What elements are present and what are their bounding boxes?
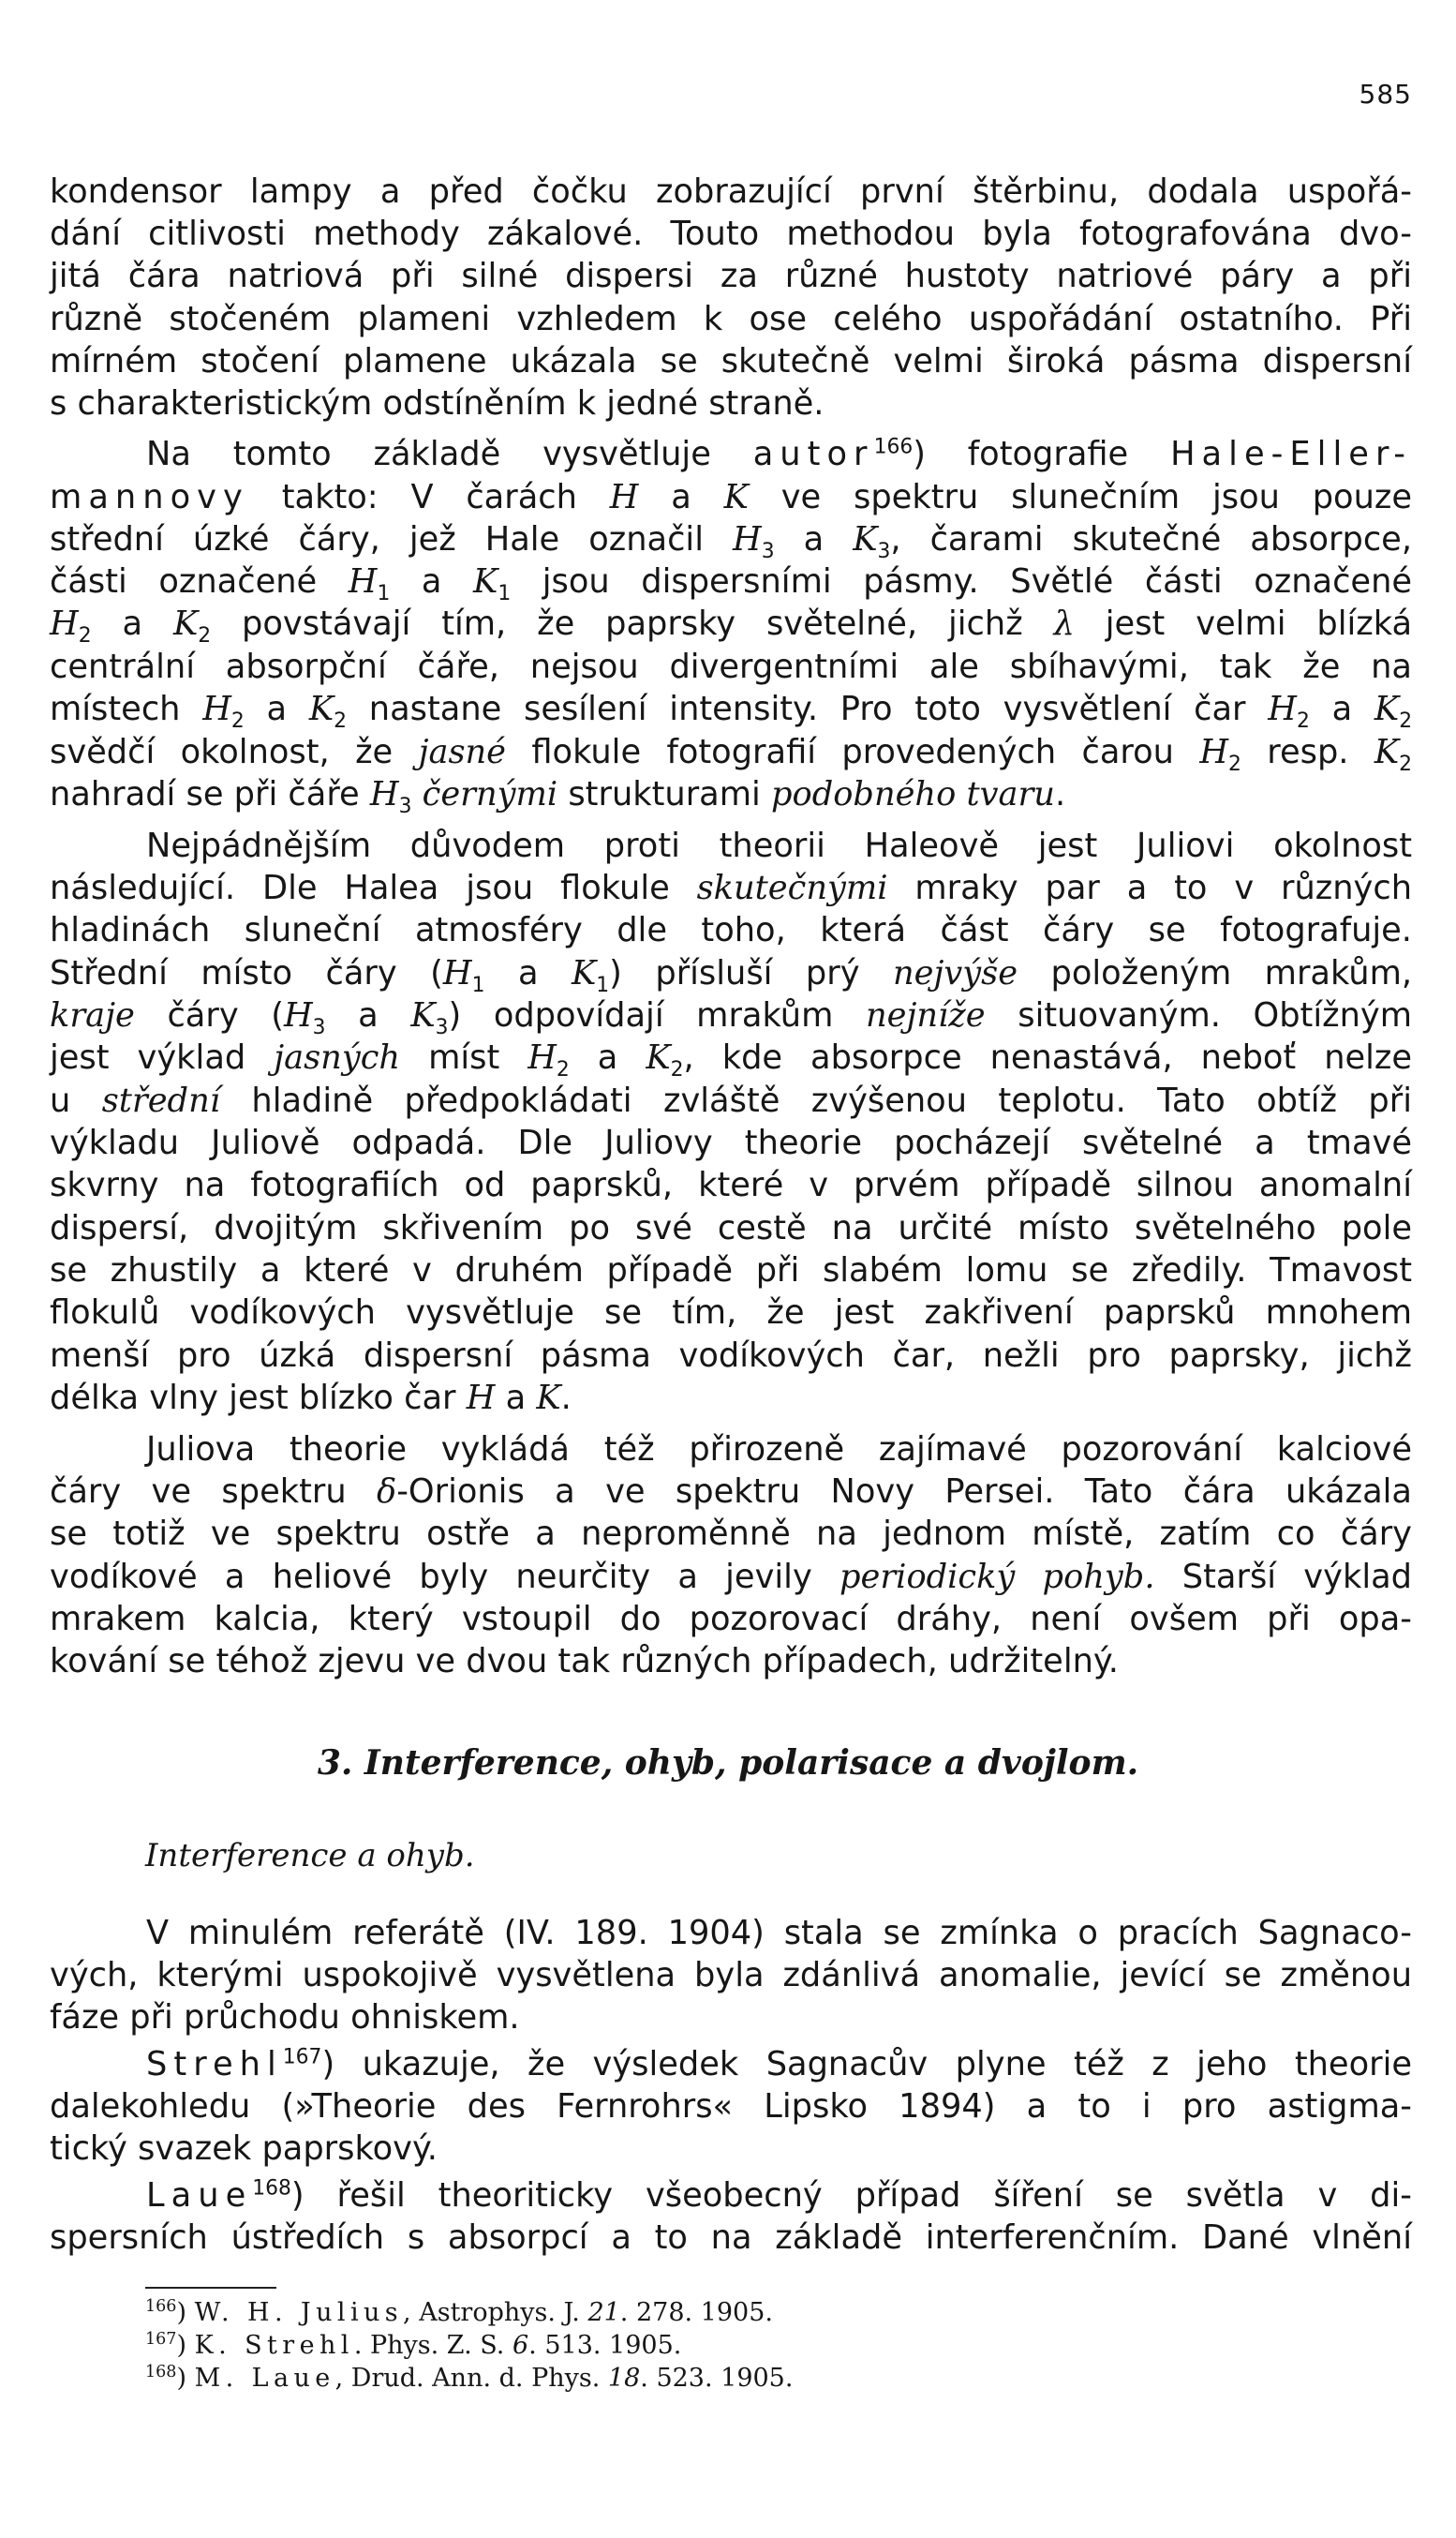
text-span: a [505, 1379, 527, 1417]
text-span: se zhustily a které v druhém případě při slabém lomu se zředily. Tmavost [50, 1251, 1412, 1290]
text-span: ) ukazuje, že výsledek Sagnacův plyne též z jeho theorie [321, 2045, 1412, 2083]
volume: 18 [607, 2364, 641, 2393]
author-name: Strehl [146, 2045, 283, 2083]
body-line [50, 1513, 1412, 1555]
body-line [50, 731, 1413, 777]
subscript: 2 [1296, 709, 1310, 734]
emphasis: skutečnými [696, 869, 888, 907]
body-line [50, 2085, 1412, 2127]
volume: 6 [512, 2331, 529, 2360]
text-span: situovaným. Obtížným [1018, 996, 1413, 1035]
body-line [50, 1556, 1412, 1598]
text-span: se totiž ve spektru ostře a neproměnně na jednom místě, zatím co čáry [50, 1515, 1412, 1553]
body-line [50, 952, 1413, 998]
subscript: 3 [877, 540, 891, 564]
text-span: jsou dispersními pásmy. Světlé části označené [542, 562, 1413, 601]
text-span: a [803, 520, 825, 559]
math-symbol: H [733, 520, 762, 559]
text-span: a [671, 478, 691, 516]
body-line [50, 773, 1412, 819]
text-span: . [1054, 775, 1066, 814]
subscript: 3 [435, 1016, 449, 1040]
text-span: a [266, 690, 288, 728]
body-line [50, 1954, 1412, 1996]
section-heading: 3. Interference, ohyb, polarisace a dvojlom. [317, 1743, 1139, 1783]
body-line [50, 909, 1412, 951]
subscript: 3 [761, 540, 775, 564]
text-span: dání citlivosti methody zákalové. Touto methodou byla fotografována dvo- [50, 215, 1412, 253]
body-line [50, 1164, 1412, 1206]
body-line [50, 518, 1412, 564]
author-name: W. H. Julius [194, 2298, 404, 2327]
math-symbol: K [172, 605, 199, 643]
text-span: jest velmi blízká [1105, 605, 1413, 643]
text-span: spersních ústředích s absorpcí a to na základě interferenčním. Dané vlnění [50, 2218, 1412, 2257]
math-symbol: H [348, 562, 378, 601]
text-span: střední úzké čáry, jež Hale označil [50, 520, 704, 559]
math-symbol: K [473, 562, 498, 601]
text-span: Nejpádnějším důvodem proti theorii Haleově jest Juliovi okolnost [146, 827, 1412, 865]
body-line [50, 560, 1413, 606]
math-symbol: λ [1053, 605, 1075, 643]
text-span: u [50, 1082, 71, 1120]
math-symbol: H [202, 690, 231, 728]
text-span: ) fotografie [913, 435, 1129, 473]
body-line [50, 825, 1412, 867]
subscript: 2 [334, 709, 348, 734]
text-span: takto: V čarách [281, 478, 577, 516]
math-symbol: H [50, 605, 79, 643]
text-span: ) [176, 2331, 187, 2360]
body-line [50, 171, 1412, 213]
body-line [50, 1080, 1412, 1122]
text-span: ) [176, 2364, 187, 2393]
body-line [50, 1122, 1412, 1164]
body-line [50, 1335, 1412, 1377]
text-span: a [421, 562, 442, 601]
text-span: ve spektru slunečním jsou pouze [780, 478, 1412, 516]
text-span: délka vlny jest blízko čar [50, 1379, 456, 1417]
text-span: . Phys. Z. S. [353, 2331, 505, 2360]
text-span: jest výklad [50, 1038, 246, 1077]
text-span: , Drud. Ann. d. Phys. [334, 2364, 601, 2393]
body-line [50, 382, 1412, 425]
math-symbol: H [609, 478, 639, 516]
text-span: následující. Dle Halea jsou flokule [50, 869, 670, 907]
text-span: vých, kterými uspokojivě vysvětlena byla zdánlivá anomalie, jevící se změnou [50, 1956, 1412, 1994]
text-span: jitá čára natriová při silné dispersi za různé hustoty natriové páry a při [50, 257, 1412, 295]
subscript: 2 [1399, 753, 1413, 777]
body-line [50, 1377, 1412, 1419]
text-span: míst [428, 1038, 500, 1077]
emphasis: jasné [418, 733, 507, 771]
text-span: flokule fotografií provedených čarou [531, 733, 1174, 771]
subscript: 1 [471, 974, 485, 998]
text-span: povstávají tím, že paprsky světelné, jichž [242, 605, 1023, 643]
text-span: mírném stočení plamene ukázala se skutečně velmi široká pásma dispersní [50, 342, 1412, 381]
footnote-ref: 168 [252, 2176, 291, 2201]
text-span: tický svazek paprskový. [50, 2129, 438, 2168]
text-span: , kde absorpce nenastává, neboť nelze [683, 1038, 1413, 1077]
subscript: 2 [198, 624, 212, 649]
math-symbol: δ [377, 1472, 397, 1511]
text-span: čáry ( [167, 996, 284, 1035]
body-line [50, 646, 1412, 688]
footnote [145, 2298, 773, 2328]
text-span: dispersí, dvojitým skřivením po své cestě na určité místo světelného pole [50, 1209, 1412, 1247]
text-span: vodíkové a heliové byly neurčity a jevily [50, 1558, 812, 1596]
math-symbol: K [723, 478, 749, 516]
subscript: 1 [596, 974, 610, 998]
math-symbol: H [1199, 733, 1229, 771]
text-span: ) odpovídají mrakům [448, 996, 834, 1035]
body-line [50, 1471, 1412, 1513]
text-span: resp. [1267, 733, 1349, 771]
footnote [145, 2364, 793, 2394]
text-span: Střední místo čáry ( [50, 954, 443, 993]
footnote [145, 2331, 681, 2361]
subsection-heading: Interference a ohyb. [145, 1837, 475, 1874]
subscript: 3 [312, 1016, 326, 1040]
text-span: Starší výklad [1181, 1558, 1412, 1596]
body-line [50, 603, 1413, 649]
math-symbol: K [1374, 690, 1400, 728]
text-span: ) [176, 2298, 187, 2327]
text-span: místech [50, 690, 181, 728]
text-span: a [358, 996, 379, 1035]
author-name: Laue [146, 2176, 253, 2215]
body-line [50, 340, 1412, 382]
text-span: různě stočeném plameni vzhledem k ose celého uspořádání ostatního. Při [50, 300, 1412, 338]
body-line [50, 2043, 1412, 2085]
body-line [50, 1249, 1412, 1291]
text-span: položeným mrakům, [1050, 954, 1413, 993]
math-symbol: K [853, 520, 878, 559]
body-line [50, 1640, 1412, 1682]
text-span: nastane sesílení intensity. Pro toto vysvětlení čar [368, 690, 1246, 728]
text-span: . 278. 1905. [619, 2298, 773, 2327]
body-line [50, 255, 1412, 297]
body-line [50, 213, 1412, 255]
text-span: . [560, 1379, 572, 1417]
body-line [50, 476, 1412, 518]
body-line [50, 298, 1412, 340]
text-span: -Orionis a ve spektru Novy Persei. Tato čára ukázala [396, 1472, 1412, 1511]
footnote-ref: 166 [873, 435, 914, 459]
text-span: čáry ve spektru [50, 1472, 347, 1511]
body-line [50, 1996, 1412, 2038]
emphasis: střední [101, 1082, 221, 1120]
text-span: strukturami [568, 775, 761, 814]
text-span: nahradí se při čáře [50, 775, 360, 814]
text-span: a [122, 605, 143, 643]
subscript: 1 [498, 582, 512, 606]
text-span: kování se téhož zjevu ve dvou tak různých případech, udržitelný. [50, 1642, 1119, 1680]
math-symbol: H [442, 954, 472, 993]
text-span: hladině předpokládati zvláště zvýšenou teplotu. Tato obtíž při [251, 1082, 1413, 1120]
body-line [50, 1428, 1412, 1471]
subscript: 2 [230, 709, 245, 734]
text-span: ) řešil theoriticky všeobecný případ šíření se světla v di- [290, 2176, 1412, 2215]
body-line [50, 1291, 1412, 1334]
body-line [50, 2174, 1412, 2217]
author-name: K. Strehl [194, 2331, 354, 2360]
body-line [50, 1598, 1412, 1640]
math-symbol: H [527, 1038, 557, 1077]
math-symbol: K [308, 690, 334, 728]
text-span: , čarami skutečné absorpce, [890, 520, 1412, 559]
emphasis: periodický pohyb. [839, 1558, 1155, 1596]
author-name: mannovy [50, 478, 249, 516]
text-span: s charakteristickým odstíněním k jedné straně. [50, 384, 825, 423]
footnote-number: 167 [145, 2330, 177, 2349]
body-line [50, 1037, 1413, 1082]
text-span: dalekohledu (»Theorie des Fernrohrs« Lipsko 1894) a to i pro astigma- [50, 2087, 1412, 2126]
math-symbol: H [283, 996, 313, 1035]
emphasis: jasných [274, 1038, 401, 1077]
body-line [50, 867, 1412, 909]
text-span: a [517, 954, 539, 993]
subscript: 2 [556, 1058, 570, 1082]
text-span: . 523. 1905. [640, 2364, 794, 2393]
emphasis: černými [422, 775, 558, 814]
math-symbol: K [1374, 733, 1400, 771]
text-span: kondensor lampy a před čočku zobrazující první štěrbinu, dodala uspořá- [50, 172, 1412, 211]
text-span: V minulém referátě (IV. 189. 1904) stala se zmínka o pracích Sagnaco- [146, 1914, 1412, 1952]
text-span: fáze při průchodu ohniskem. [50, 1998, 520, 2037]
footnote-divider [145, 2287, 276, 2289]
emphasis: nejníže [865, 996, 986, 1035]
text-span: Juliova theorie vykládá též přirozeně zajímavé pozorování kalciové [146, 1430, 1412, 1469]
text-span: skvrny na fotografiích od paprsků, které v prvém případě silnou anomalní [50, 1166, 1412, 1204]
emphasis: kraje [50, 996, 135, 1035]
subscript: 3 [398, 795, 412, 819]
math-symbol: K [410, 996, 436, 1035]
footnote-number: 166 [145, 2297, 177, 2316]
subscript: 2 [78, 624, 92, 649]
text-span: výkladu Juliově odpadá. Dle Juliovy theorie pocházejí světelné a tmavé [50, 1124, 1412, 1162]
subscript: 2 [1399, 709, 1413, 734]
math-symbol: H [369, 775, 399, 814]
text-span: mraky par a to v různých [914, 869, 1413, 907]
math-symbol: K [536, 1379, 561, 1417]
body-line [50, 1912, 1412, 1954]
math-symbol: H [1268, 690, 1297, 728]
footnote-ref: 167 [282, 2045, 322, 2069]
author-name: autor [752, 435, 874, 473]
body-line [50, 2217, 1412, 2259]
subscript: 2 [670, 1058, 684, 1082]
author-name: M. Laue [194, 2364, 335, 2393]
text-span: mrakem kalcia, který vstoupil do pozorovací dráhy, není ovšem při opa- [50, 1600, 1412, 1638]
text-span: a [1331, 690, 1353, 728]
text-span: hladinách sluneční atmosféry dle toho, která část čáry se fotografuje. [50, 911, 1412, 949]
text-span: . 513. 1905. [528, 2331, 682, 2360]
volume: 21 [587, 2298, 620, 2327]
page-number: 585 [1359, 79, 1412, 110]
body-line [50, 688, 1413, 734]
text-span: a [597, 1038, 618, 1077]
text-span: centrální absorpční čáře, nejsou divergentními ale sbíhavými, tak že na [50, 648, 1412, 686]
text-span: Na tomto základě vysvětluje [146, 435, 711, 473]
body-line [50, 2127, 1412, 2170]
text-span: , Astrophys. J. [403, 2298, 580, 2327]
body-line [50, 994, 1413, 1040]
math-symbol: K [571, 954, 597, 993]
emphasis: podobného tvaru [771, 775, 1055, 814]
subscript: 1 [377, 582, 391, 606]
footnote-number: 168 [145, 2363, 177, 2381]
body-line [50, 433, 1412, 475]
text-span: flokulů vodíkových vysvětluje se tím, že jest zakřivení paprsků mnohem [50, 1293, 1412, 1332]
text-span: ) přísluší prý [609, 954, 860, 993]
math-symbol: K [646, 1038, 671, 1077]
author-name: Hale-Eller- [1170, 435, 1412, 473]
subscript: 2 [1228, 753, 1241, 777]
text-span: části označené [50, 562, 318, 601]
emphasis: nejvýše [893, 954, 1018, 993]
body-line [50, 1207, 1412, 1249]
text-span: menší pro úzká dispersní pásma vodíkových čar, nežli pro paprsky, jichž [50, 1336, 1412, 1375]
math-symbol: H [466, 1379, 496, 1417]
text-span: svědčí okolnost, že [50, 733, 394, 771]
